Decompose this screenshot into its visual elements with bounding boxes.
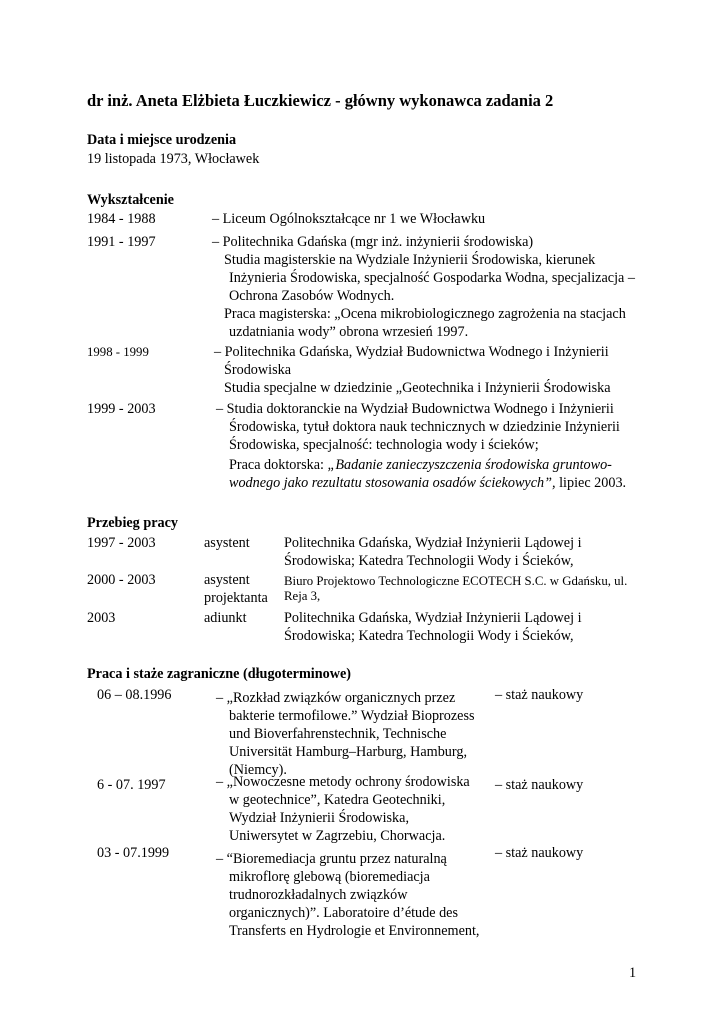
abroad-line: Uniwersytet w Zagrzebiu, Chorwacja. <box>229 828 446 844</box>
education-line: uzdatniania wody” obrona wrzesień 1997. <box>229 324 469 340</box>
doctoral-thesis-line <box>229 474 626 492</box>
education-line: – Politechnika Gdańska (mgr inż. inżynierii środowiska) <box>212 234 534 250</box>
work-heading: Przebieg pracy <box>87 515 178 531</box>
abroad-line: bakterie termofilowe.” Wydział Bioprozess <box>229 708 475 724</box>
education-line: – Liceum Ogólnokształcące nr 1 we Włocławku <box>212 211 486 227</box>
work-years: 2003 <box>87 610 116 626</box>
abroad-line: (Niemcy). <box>229 762 287 778</box>
abroad-dates: 6 - 07. 1997 <box>97 777 166 793</box>
work-position: asystent <box>204 535 250 551</box>
thesis-title: wodnego jako rezultatu stosowania osadów ściekowych”, <box>229 475 556 491</box>
work-place: Politechnika Gdańska, Wydział Inżynierii Lądowej i <box>284 535 582 551</box>
abroad-line: Universität Hamburg–Harburg, Hamburg, <box>229 744 467 760</box>
birth-value: 19 listopada 1973, Włocławek <box>87 151 260 167</box>
education-line: Środowiska <box>224 362 291 378</box>
page-title: dr inż. Aneta Elżbieta Łuczkiewicz - główny wykonawca zadania 2 <box>87 91 554 110</box>
abroad-line: mikroflorę glebową (bioremediacja <box>229 869 430 885</box>
work-position: projektanta <box>204 590 268 606</box>
abroad-type: – staż naukowy <box>495 687 584 703</box>
abroad-line: Wydział Inżynierii Środowiska, <box>229 810 409 826</box>
thesis-suffix: lipiec 2003. <box>555 475 627 491</box>
education-line: – Politechnika Gdańska, Wydział Budownictwa Wodnego i Inżynierii <box>214 344 609 360</box>
abroad-line: – “Bioremediacja gruntu przez naturalną <box>216 851 447 867</box>
education-line: Inżynieria Środowiska, specjalność Gospodarka Wodna, specjalizacja – <box>229 270 635 286</box>
abroad-line: – „Nowoczesne metody ochrony środowiska <box>216 774 470 790</box>
work-place: Reja 3, <box>284 589 321 603</box>
abroad-line: und Bioverfahrenstechnik, Technische <box>229 726 447 742</box>
education-line: Ochrona Zasobów Wodnych. <box>229 288 395 304</box>
education-line: – Studia doktoranckie na Wydział Budownictwa Wodnego i Inżynierii <box>216 401 614 417</box>
work-place: Środowiska; Katedra Technologii Wody i Ścieków, <box>284 553 574 569</box>
doctoral-thesis-line <box>229 456 612 474</box>
work-place: Środowiska; Katedra Technologii Wody i Ścieków, <box>284 628 574 644</box>
work-position: asystent <box>204 572 250 588</box>
education-line: Studia specjalne w dziedzinie „Geotechnika i Inżynierii Środowiska <box>224 380 611 396</box>
abroad-dates: 06 – 08.1996 <box>97 687 172 703</box>
education-years: 1998 - 1999 <box>87 345 149 359</box>
work-years: 2000 - 2003 <box>87 572 156 588</box>
education-line: Studia magisterskie na Wydziale Inżynierii Środowiska, kierunek <box>224 252 596 268</box>
thesis-prefix: Praca doktorska: <box>229 457 328 473</box>
work-place: Biuro Projektowo Technologiczne ECOTECH S.C. w Gdańsku, ul. <box>284 574 628 588</box>
abroad-dates: 03 - 07.1999 <box>97 845 170 861</box>
abroad-type: – staż naukowy <box>495 777 584 793</box>
education-years: 1999 - 2003 <box>87 401 156 417</box>
birth-heading: Data i miejsce urodzenia <box>87 132 237 148</box>
thesis-title: „Badanie zanieczyszczenia środowiska gruntowo- <box>327 457 612 473</box>
education-line: Środowiska, tytuł doktora nauk technicznych w dziedzinie Inżynierii <box>229 419 620 435</box>
abroad-line: trudnorozkładalnych związków <box>229 887 408 903</box>
education-line: Praca magisterska: „Ocena mikrobiologicznego zagrożenia na stacjach <box>224 306 626 322</box>
education-years: 1984 - 1988 <box>87 211 156 227</box>
abroad-line: w geotechnice”, Katedra Geotechniki, <box>229 792 446 808</box>
page-number: 1 <box>629 965 637 981</box>
work-years: 1997 - 2003 <box>87 535 156 551</box>
abroad-line: Transferts en Hydrologie et Environnement, <box>229 923 480 939</box>
education-years: 1991 - 1997 <box>87 234 156 250</box>
abroad-line: – „Rozkład związków organicznych przez <box>216 690 456 706</box>
abroad-line: organicznych)”. Laboratoire d’étude des <box>229 905 458 921</box>
education-heading: Wykształcenie <box>87 192 174 208</box>
work-place: Politechnika Gdańska, Wydział Inżynierii Lądowej i <box>284 610 582 626</box>
abroad-type: – staż naukowy <box>495 845 584 861</box>
work-position: adiunkt <box>204 610 247 626</box>
education-line: Środowiska, specjalność: technologia wody i ścieków; <box>229 437 539 453</box>
abroad-heading: Praca i staże zagraniczne (długoterminowe) <box>87 666 351 682</box>
